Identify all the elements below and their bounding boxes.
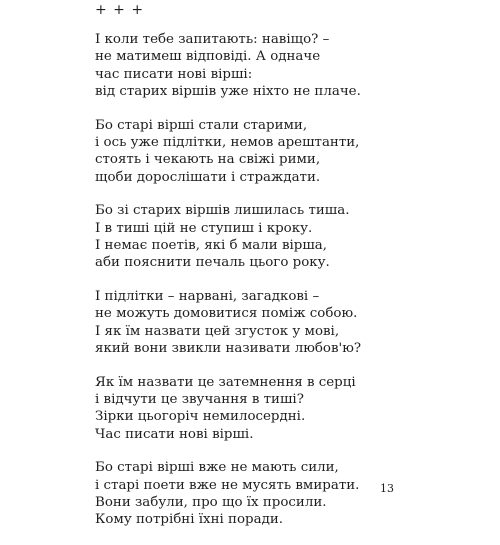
poem-line: Зірки цьогоріч немилосердні. <box>95 409 306 425</box>
poem-line: І немає поетів, які б мали вірша, <box>95 238 328 254</box>
poem-line: Час писати нові вірші. <box>95 426 254 442</box>
poem-line: і старі поети вже не мусять вмирати. <box>95 477 360 493</box>
page-number: 13 <box>380 482 394 495</box>
poem-line: від старих віршів уже ніхто не плаче. <box>95 84 361 100</box>
poem-line: аби пояснити печаль цього року. <box>95 255 330 271</box>
poem-line: Бо старі вірші стали старими, <box>95 117 308 133</box>
poem-line: стоять і чекають на свіжі рими, <box>95 152 321 168</box>
stanza-3 <box>95 202 395 272</box>
poem-line: який вони звикли називати любов'ю? <box>95 341 362 357</box>
poem-line: Кому потрібні їхні поради. <box>95 512 284 528</box>
stanza-2 <box>95 117 395 187</box>
stanza-1 <box>95 31 395 101</box>
poem-line: Бо зі старих віршів лишилась тиша. <box>95 203 350 219</box>
poem-line: і ось уже підлітки, немов арештанти, <box>95 135 360 151</box>
stanza-5 <box>95 374 395 444</box>
poem-body <box>95 31 395 545</box>
poem-line: І в тиші цій не ступиш і кроку. <box>95 220 313 236</box>
poem-line: І підлітки – нарвані, загадкові – <box>95 288 320 304</box>
poem-line: час писати нові вірші: <box>95 66 253 82</box>
poem-line: Бо старі вірші вже не мають сили, <box>95 460 339 476</box>
poem-line: І як їм назвати цей згусток у мові, <box>95 323 340 339</box>
poem-line: щоби дорослішати і страждати. <box>95 169 321 185</box>
poem-line: Вони забули, про що їх просили. <box>95 494 327 510</box>
poem-line: не можуть домовитися поміж собою. <box>95 306 358 322</box>
stanza-4 <box>95 288 395 358</box>
stanza-6 <box>95 459 395 529</box>
poem-line: і відчути це звучання в тиші? <box>95 391 304 407</box>
poem-line: Як їм назвати це затемнення в серці <box>95 374 356 390</box>
poem-line: не матимеш відповіді. А одначе <box>95 49 321 65</box>
poem-line: І коли тебе запитають: навіщо? – <box>95 32 330 47</box>
poem-separator-heading: + + + <box>95 2 145 18</box>
